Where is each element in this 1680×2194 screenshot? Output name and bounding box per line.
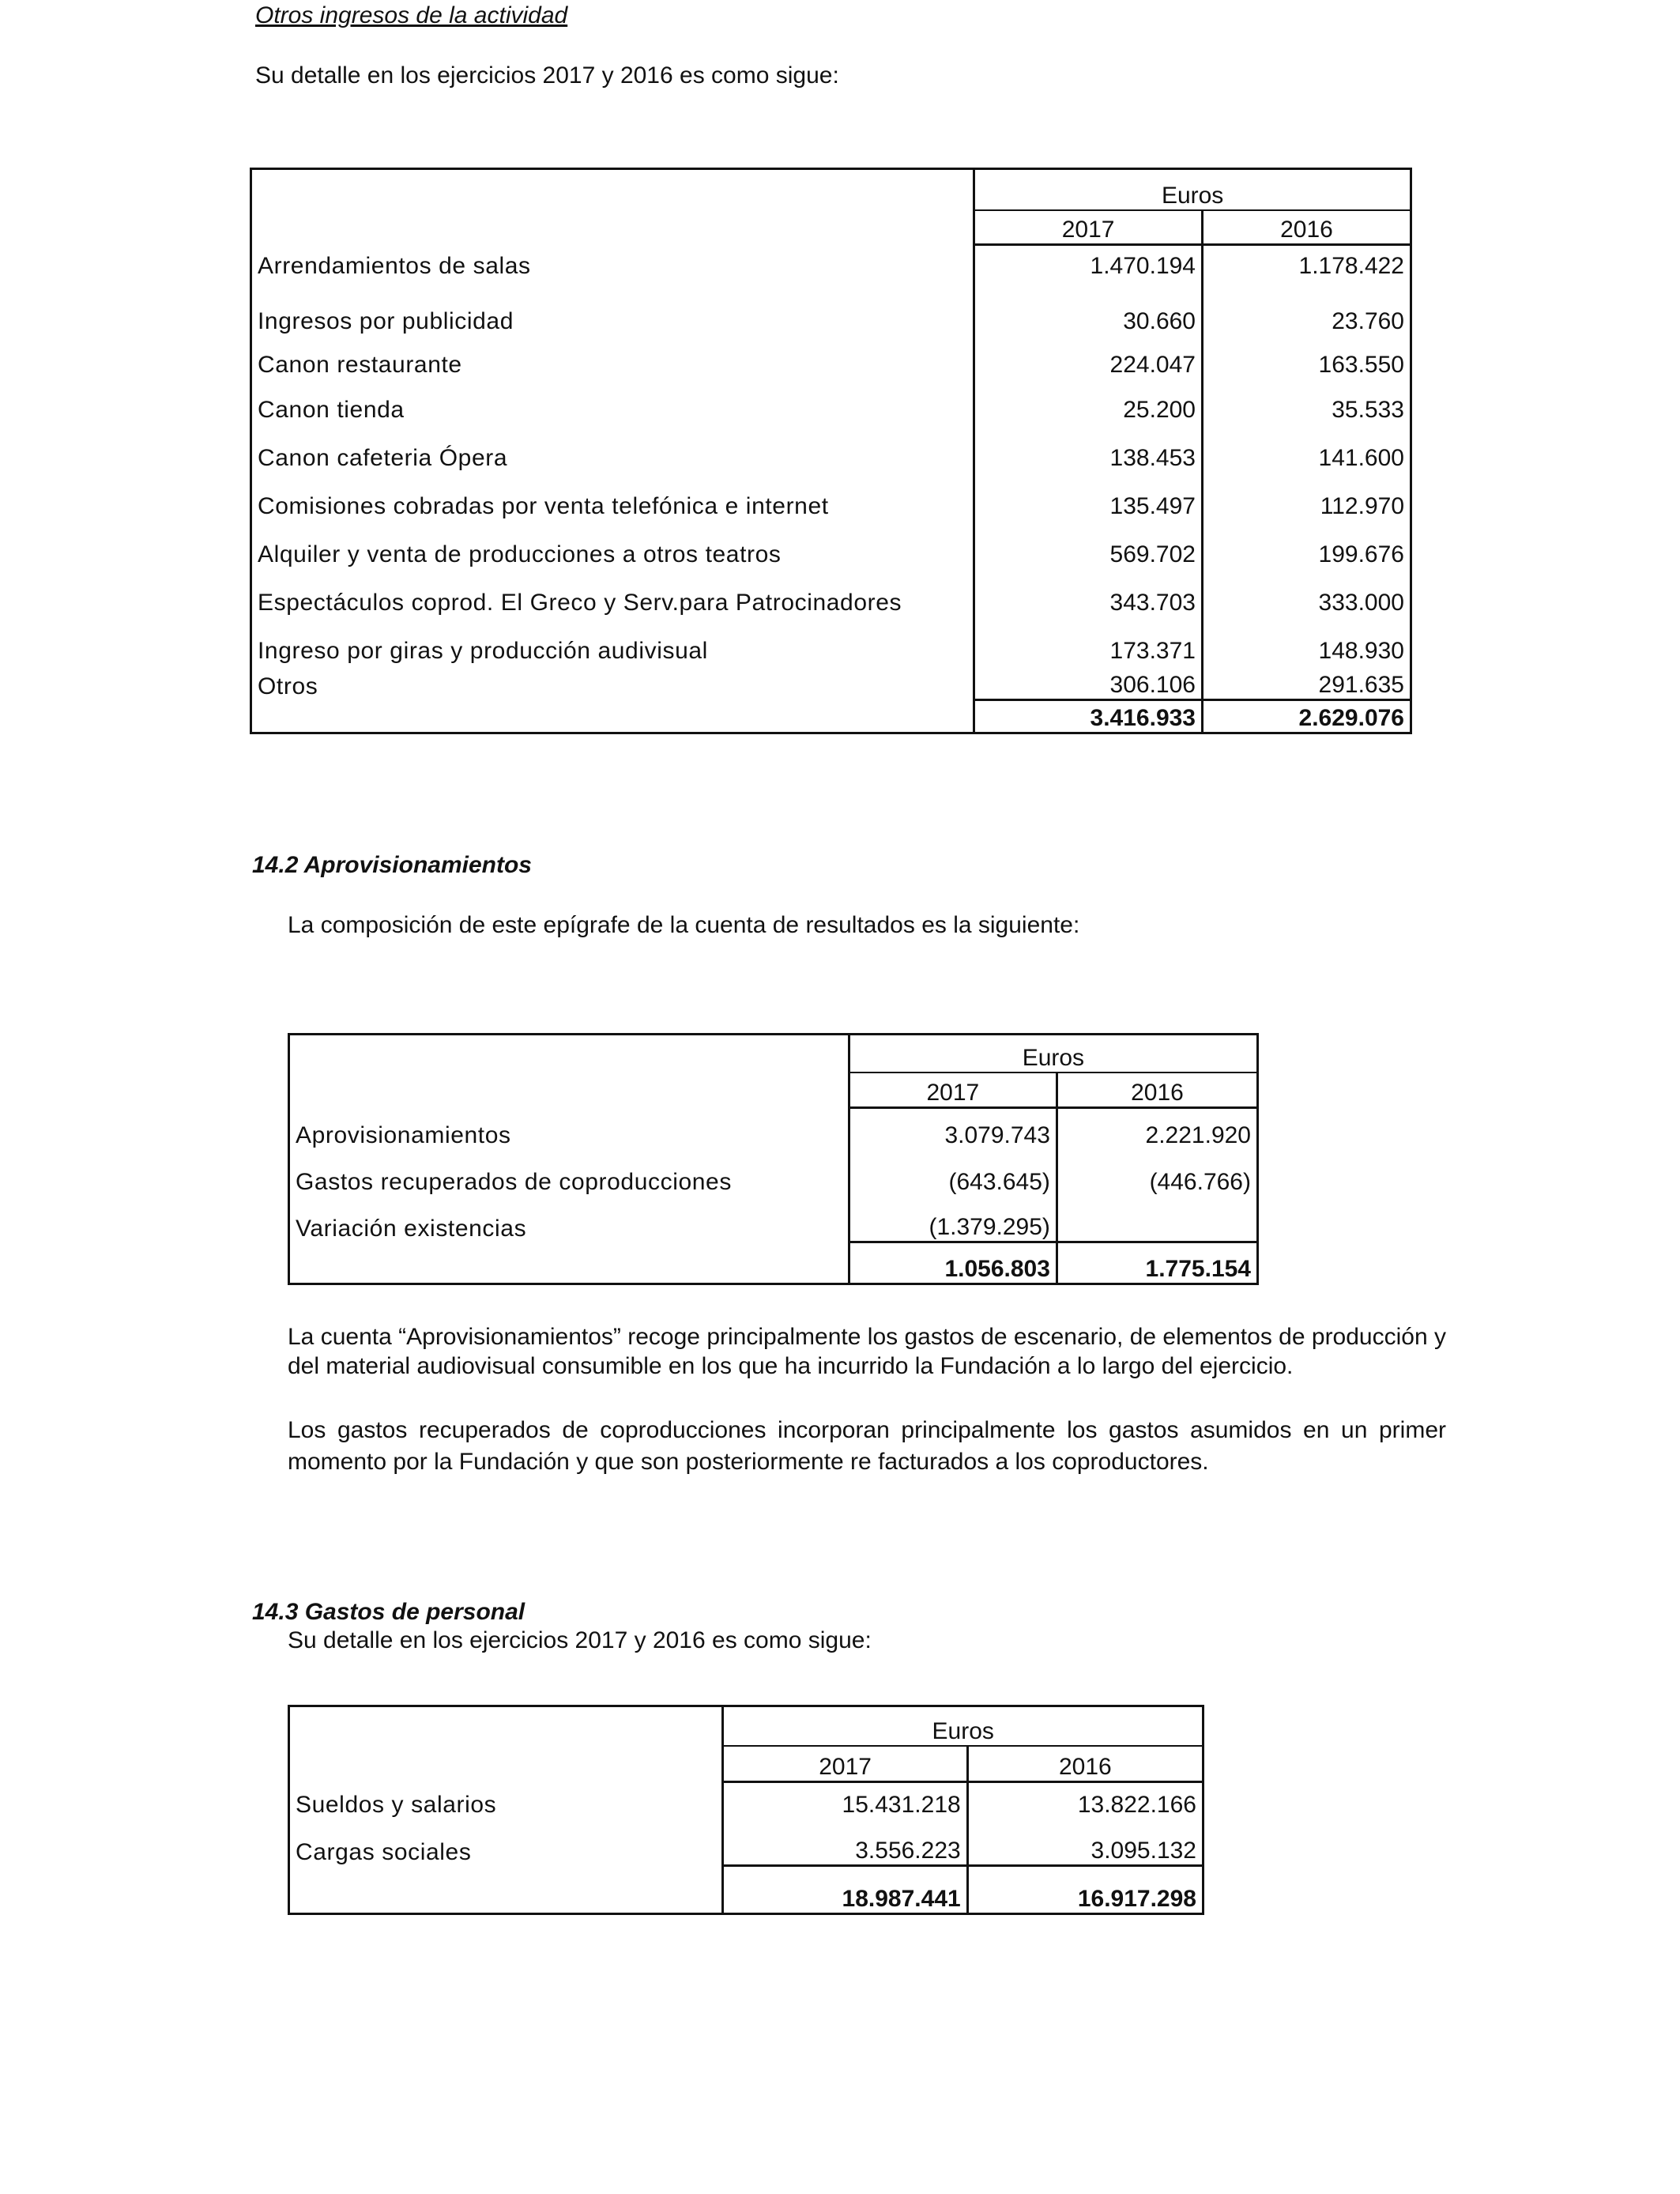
year-header: 2016	[967, 1746, 1203, 1782]
table-total-row	[251, 700, 1411, 733]
row-label: Sueldos y salarios	[296, 1791, 497, 1818]
value-2016: 291.635	[1203, 665, 1411, 700]
value-2016: 141.600	[1203, 424, 1411, 472]
year-header: 2016	[1203, 210, 1411, 245]
table-row	[251, 568, 1411, 616]
euros-header: Euros	[723, 1706, 1203, 1746]
value-2017: 135.497	[974, 472, 1203, 520]
row-label: Canon tienda	[258, 396, 405, 423]
section-title-otros-ingresos: Otros ingresos de la actividad	[255, 2, 568, 28]
table-row	[251, 472, 1411, 520]
table-total-row	[289, 1242, 1258, 1284]
section-lead: Su detalle en los ejercicios 2017 y 2016 es como sigue:	[288, 1627, 872, 1653]
value-2017: 3.079.743	[849, 1108, 1057, 1149]
value-2017: 306.106	[974, 665, 1203, 700]
euros-header: Euros	[974, 169, 1411, 210]
value-2017: 1.470.194	[974, 245, 1203, 280]
table-gastos-personal	[288, 1705, 1204, 1915]
paragraph-aprovisionamientos: La cuenta “Aprovisionamientos” recoge principalmente los gastos de escenario, de elementos de producción y del material audiovisual consumible en los que ha incurrido la Fundación a lo largo del ejercicio.	[288, 1324, 1446, 1379]
value-2017: 138.453	[974, 424, 1203, 472]
section-heading-14-3: 14.3 Gastos de personal	[252, 1599, 525, 1625]
total-2017: 1.056.803	[849, 1242, 1057, 1284]
value-2017: 3.556.223	[723, 1819, 967, 1866]
value-2017: 343.703	[974, 568, 1203, 616]
value-2016	[1057, 1196, 1257, 1242]
value-2017: (643.645)	[849, 1149, 1057, 1196]
row-label: Arrendamientos de salas	[258, 252, 531, 279]
value-2016: 112.970	[1203, 472, 1411, 520]
table-row	[251, 335, 1411, 379]
table-row	[251, 424, 1411, 472]
table-total-row	[289, 1866, 1203, 1914]
year-header: 2016	[1057, 1072, 1257, 1108]
value-2017: 224.047	[974, 335, 1203, 379]
year-header: 2017	[849, 1072, 1057, 1108]
row-label: Otros	[258, 673, 318, 699]
value-2016: 23.760	[1203, 280, 1411, 335]
value-2017: 173.371	[974, 616, 1203, 665]
paragraph-coproducciones: Los gastos recuperados de coproducciones incorporan principalmente los gastos asumidos en un primer momento por la Fundación y que son posteriormente re facturados a los coproductores.	[288, 1417, 1446, 1475]
value-2016: (446.766)	[1057, 1149, 1257, 1196]
year-header: 2017	[974, 210, 1203, 245]
row-label: Canon restaurante	[258, 351, 462, 378]
total-2016: 2.629.076	[1203, 700, 1411, 733]
value-2016: 13.822.166	[967, 1782, 1203, 1819]
row-label: Comisiones cobradas por venta telefónica e internet	[258, 492, 829, 519]
table-row	[289, 1196, 1258, 1242]
table-row	[251, 665, 1411, 700]
table-row	[251, 379, 1411, 424]
row-label: Canon cafeteria Ópera	[258, 444, 508, 471]
value-2016: 2.221.920	[1057, 1108, 1257, 1149]
row-label: Ingreso por giras y producción audivisual	[258, 637, 708, 664]
value-2017: 569.702	[974, 520, 1203, 568]
value-2016: 3.095.132	[967, 1819, 1203, 1866]
table-row	[289, 1819, 1203, 1866]
row-label: Gastos recuperados de coproducciones	[296, 1168, 732, 1195]
value-2017: 30.660	[974, 280, 1203, 335]
section-heading-14-2: 14.2 Aprovisionamientos	[252, 852, 532, 878]
total-2017: 3.416.933	[974, 700, 1203, 733]
value-2017: 25.200	[974, 379, 1203, 424]
row-label: Cargas sociales	[296, 1838, 472, 1865]
row-label: Ingresos por publicidad	[258, 307, 514, 334]
table-row	[289, 1108, 1258, 1149]
value-2017: (1.379.295)	[849, 1196, 1057, 1242]
table-row	[289, 1149, 1258, 1196]
total-2016: 1.775.154	[1057, 1242, 1257, 1284]
total-2016: 16.917.298	[967, 1866, 1203, 1914]
row-label: Alquiler y venta de producciones a otros teatros	[258, 541, 782, 567]
row-label: Aprovisionamientos	[296, 1122, 511, 1148]
value-2016: 163.550	[1203, 335, 1411, 379]
table-row	[251, 616, 1411, 665]
value-2016: 333.000	[1203, 568, 1411, 616]
table-row	[251, 245, 1411, 280]
euros-header: Euros	[849, 1035, 1257, 1072]
table-aprovisionamientos	[288, 1033, 1259, 1285]
total-2017: 18.987.441	[723, 1866, 967, 1914]
table-row	[251, 280, 1411, 335]
year-header: 2017	[723, 1746, 967, 1782]
row-label: Espectáculos coprod. El Greco y Serv.para Patrocinadores	[258, 589, 902, 616]
table-otros-ingresos	[250, 168, 1412, 734]
section-lead: La composición de este epígrafe de la cuenta de resultados es la siguiente:	[288, 912, 1080, 938]
table-row	[251, 520, 1411, 568]
value-2016: 35.533	[1203, 379, 1411, 424]
value-2016: 1.178.422	[1203, 245, 1411, 280]
value-2017: 15.431.218	[723, 1782, 967, 1819]
value-2016: 148.930	[1203, 616, 1411, 665]
table-row	[289, 1782, 1203, 1819]
row-label: Variación existencias	[296, 1215, 527, 1242]
section-lead: Su detalle en los ejercicios 2017 y 2016 es como sigue:	[255, 62, 839, 89]
value-2016: 199.676	[1203, 520, 1411, 568]
